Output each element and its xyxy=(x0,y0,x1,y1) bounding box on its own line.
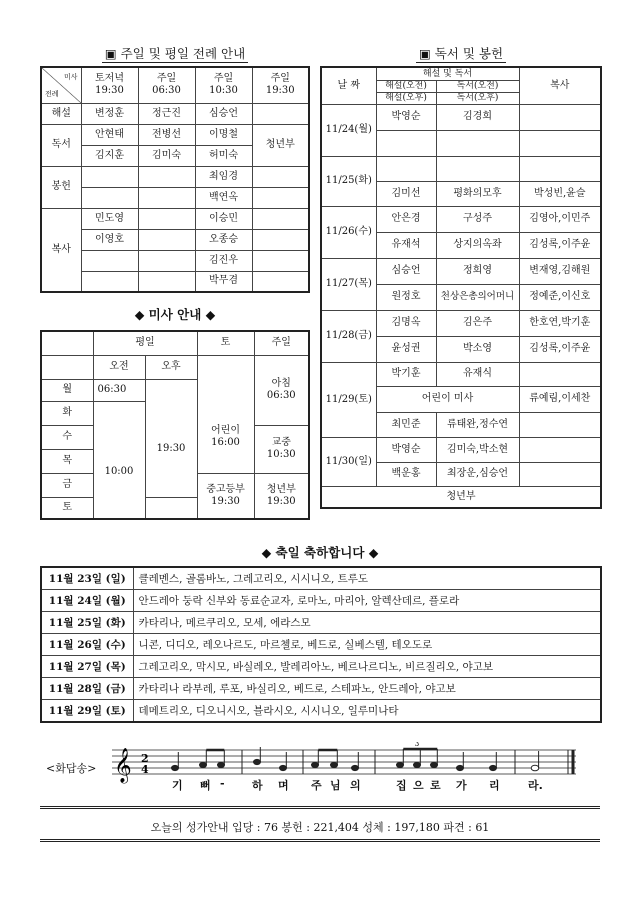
cell xyxy=(376,156,436,181)
cell: 최장운,심승언 xyxy=(436,462,519,486)
row-label: 복사 xyxy=(41,208,81,292)
lyric-syllable: 가 xyxy=(456,779,467,792)
cell: 원정호 xyxy=(376,284,436,310)
kids-mass: 어린이 미사 xyxy=(376,386,519,412)
cell: 평화의모후 xyxy=(436,181,519,206)
cell: 윤성권 xyxy=(376,336,436,362)
header-acolyte: 복사 xyxy=(519,67,601,104)
note xyxy=(280,765,287,770)
cell: 김지훈 xyxy=(81,145,138,166)
cell xyxy=(519,362,601,386)
feast-names: 카타리나, 메르쿠리오, 모세, 에라스모 xyxy=(133,612,601,634)
cell: 구성주 xyxy=(436,206,519,232)
day-label: 금 xyxy=(41,473,93,497)
cell xyxy=(138,166,195,187)
note xyxy=(254,759,261,764)
date-cell: 11/26(수) xyxy=(321,206,376,258)
cell: 변재영,김해원 xyxy=(519,258,601,284)
reading-table xyxy=(320,66,602,509)
date-cell: 11/30(일) xyxy=(321,437,376,486)
cell xyxy=(252,208,309,229)
cell: 김미숙,박소현 xyxy=(436,437,519,462)
row-label: 독서 xyxy=(41,124,81,166)
feast-date: 11월 27일 (목) xyxy=(41,656,133,678)
note xyxy=(414,762,421,767)
feast-names: 데메트리오, 디오니시오, 블라시오, 시시니오, 일루미나타 xyxy=(133,700,601,723)
row-label: 해설 xyxy=(41,103,81,124)
cell: 상지의옥좌 xyxy=(436,232,519,258)
sun-dawn: 아침 06:30 xyxy=(254,355,309,425)
col-header: 주일 06:30 xyxy=(138,67,195,103)
lyric-syllable: 며 xyxy=(278,779,289,792)
feast-names: 안드레아 둥락 신부와 동료순교자, 로마노, 마리아, 알렉산데르, 플로라 xyxy=(133,590,601,612)
cell: 김성록,이주윤 xyxy=(519,232,601,258)
chant-label: <화답송> xyxy=(46,762,97,775)
day-label: 수 xyxy=(41,425,93,449)
liturgy-table xyxy=(40,66,310,293)
treble-clef-icon: 𝄞 xyxy=(114,748,132,783)
cell: 박영순 xyxy=(376,104,436,130)
note xyxy=(172,765,179,770)
cell: 천상은총의어머니 xyxy=(436,284,519,310)
day-label: 토 xyxy=(41,497,93,519)
header-sub: 독서(오전) xyxy=(436,80,519,92)
am-time: 10:00 xyxy=(93,425,145,519)
cell: 박소영 xyxy=(436,336,519,362)
cell: 전병선 xyxy=(138,124,195,145)
mon-am: 06:30 xyxy=(93,379,145,401)
cell: 류예림,이세찬 xyxy=(519,386,601,412)
cell xyxy=(138,250,195,271)
notes xyxy=(172,747,574,774)
triplet-mark: 3 xyxy=(414,742,420,748)
corner-cell: 미사 전례 xyxy=(41,67,81,103)
footer-rule-bottom xyxy=(40,839,600,842)
feast-date: 11월 29일 (토) xyxy=(41,700,133,723)
cell: 한호연,박기훈 xyxy=(519,310,601,336)
half-note xyxy=(531,765,539,771)
header-main: 해설 및 독서 xyxy=(376,67,519,80)
cell xyxy=(519,104,601,130)
date-cell: 11/25(화) xyxy=(321,156,376,206)
note xyxy=(331,762,338,767)
cell xyxy=(138,229,195,250)
cell xyxy=(519,412,601,437)
cell: 백운홍 xyxy=(376,462,436,486)
cell: 김명옥 xyxy=(376,310,436,336)
cell: 유재식 xyxy=(436,362,519,386)
header-sub: 해설(오전) xyxy=(376,80,436,92)
reading-title: ▣ 독서 및 봉헌 xyxy=(320,44,602,62)
note xyxy=(352,765,359,770)
note xyxy=(431,762,438,767)
lyric-syllable: 주 xyxy=(311,779,322,792)
cell: 이승민 xyxy=(195,208,252,229)
cell: 최임경 xyxy=(195,166,252,187)
cell xyxy=(138,271,195,292)
lyric-syllable: - xyxy=(220,777,225,790)
day-label: 목 xyxy=(41,449,93,473)
cell: 정희영 xyxy=(436,258,519,284)
cell xyxy=(145,497,197,519)
cell xyxy=(93,401,145,425)
feast-names: 카타리나 라부레, 루포, 바실리오, 베드로, 스테파노, 안드레아, 야고보 xyxy=(133,678,601,700)
date-cell: 11/28(금) xyxy=(321,310,376,362)
day-label: 월 xyxy=(41,379,93,401)
lyric-syllable: 리 xyxy=(489,779,500,792)
cell: 김성록,이주윤 xyxy=(519,336,601,362)
cell xyxy=(519,130,601,156)
cell: 박무겸 xyxy=(195,271,252,292)
cell: 유재석 xyxy=(376,232,436,258)
header-sub: 독서(오후) xyxy=(436,92,519,104)
note xyxy=(490,765,497,770)
lyric-syllable: 으 xyxy=(413,779,424,792)
cell: 류태완,정수연 xyxy=(436,412,519,437)
note xyxy=(218,762,225,767)
col-header: 주일 10:30 xyxy=(195,67,252,103)
cell: 박영순 xyxy=(376,437,436,462)
cell xyxy=(252,103,309,124)
date-cell: 11/27(목) xyxy=(321,258,376,310)
cell xyxy=(138,208,195,229)
col-header: 토저녁 19:30 xyxy=(81,67,138,103)
cell: 최민준 xyxy=(376,412,436,437)
lyric-syllable: 뻐 xyxy=(200,779,211,792)
sat-teen: 중고등부 19:30 xyxy=(197,473,254,519)
sun-parish: 교중 10:30 xyxy=(254,425,309,473)
cell: 심승언 xyxy=(195,103,252,124)
feast-date: 11월 25일 (화) xyxy=(41,612,133,634)
youth-row: 청년부 xyxy=(321,486,601,508)
cell xyxy=(41,355,93,379)
cell: 김미숙 xyxy=(138,145,195,166)
header-sat: 토 xyxy=(197,331,254,355)
footer-rule-top xyxy=(40,806,600,809)
lyric-syllable: 로 xyxy=(430,779,441,792)
header-weekday: 평일 xyxy=(93,331,197,355)
cell xyxy=(81,166,138,187)
sat-kids: 어린이 16:00 xyxy=(197,401,254,473)
feast-date: 11월 28일 (금) xyxy=(41,678,133,700)
date-cell: 11/24(월) xyxy=(321,104,376,156)
cell xyxy=(252,187,309,208)
mass-table xyxy=(40,330,310,520)
cell xyxy=(81,250,138,271)
cell xyxy=(197,355,254,401)
cell xyxy=(81,271,138,292)
cell xyxy=(145,379,197,401)
cell: 김미선 xyxy=(376,181,436,206)
cell: 박성빈,윤슬 xyxy=(519,181,601,206)
pm-time: 19:30 xyxy=(145,401,197,497)
cell: 청년부 xyxy=(252,124,309,166)
header-date: 날 짜 xyxy=(321,67,376,104)
cell: 민도영 xyxy=(81,208,138,229)
row-label: 봉헌 xyxy=(41,166,81,208)
cell: 오종승 xyxy=(195,229,252,250)
note xyxy=(200,762,207,767)
time-sig-top: 2 xyxy=(141,752,149,765)
mass-title: ◆ 미사 안내 ◆ xyxy=(134,307,216,322)
day-label: 화 xyxy=(41,401,93,425)
note xyxy=(312,762,319,767)
staff-lines xyxy=(112,750,576,774)
header-pm: 오후 xyxy=(145,355,197,379)
cell xyxy=(376,130,436,156)
cell xyxy=(436,156,519,181)
feast-date: 11월 23일 (일) xyxy=(41,567,133,590)
header-sun: 주일 xyxy=(254,331,309,355)
cell: 안은경 xyxy=(376,206,436,232)
cell: 심승언 xyxy=(376,258,436,284)
header-sub: 해설(오후) xyxy=(376,92,436,104)
cell: 이영호 xyxy=(81,229,138,250)
lyric-syllable: 의 xyxy=(350,779,361,792)
feast-names: 니콘, 디디오, 레오나르도, 마르첼로, 베드로, 실베스텔, 테오도로 xyxy=(133,634,601,656)
cell: 정예준,이신호 xyxy=(519,284,601,310)
cell xyxy=(519,156,601,181)
feast-names: 클레멘스, 골롬바노, 그레고리오, 시시니오, 트루도 xyxy=(133,567,601,590)
cell xyxy=(41,331,93,355)
cell: 허미숙 xyxy=(195,145,252,166)
cell: 정근진 xyxy=(138,103,195,124)
cell: 이명철 xyxy=(195,124,252,145)
sun-youth: 청년부 19:30 xyxy=(254,473,309,519)
cell xyxy=(436,130,519,156)
liturgy-title: ▣ 주일 및 평일 전례 안내 xyxy=(40,44,310,62)
lyric-syllable: 님 xyxy=(330,779,341,792)
feast-date: 11월 24일 (월) xyxy=(41,590,133,612)
cell xyxy=(252,271,309,292)
cell xyxy=(252,250,309,271)
header-am: 오전 xyxy=(93,355,145,379)
cell xyxy=(519,462,601,486)
cell xyxy=(519,437,601,462)
cell xyxy=(138,187,195,208)
lyric-syllable: 기 xyxy=(172,779,183,792)
lyric-syllable: 하 xyxy=(252,779,263,792)
cell: 백연옥 xyxy=(195,187,252,208)
lyric-syllable: 집 xyxy=(396,779,407,792)
cell: 안현태 xyxy=(81,124,138,145)
cell: 김경희 xyxy=(436,104,519,130)
time-sig-bottom: 4 xyxy=(141,763,149,776)
cell xyxy=(252,229,309,250)
cell: 김은주 xyxy=(436,310,519,336)
cell: 박기훈 xyxy=(376,362,436,386)
date-cell: 11/29(토) xyxy=(321,362,376,437)
feast-names: 그레고리오, 막시모, 바실레오, 발레리아노, 베르나르디노, 비르질리오, 야고보 xyxy=(133,656,601,678)
cell: 변정훈 xyxy=(81,103,138,124)
feast-table xyxy=(40,566,602,723)
cell: 김진우 xyxy=(195,250,252,271)
cell: 김영아,이민주 xyxy=(519,206,601,232)
note xyxy=(457,765,464,770)
note xyxy=(397,762,404,767)
lyric-syllable: 라. xyxy=(528,779,543,792)
cell xyxy=(81,187,138,208)
col-header: 주일 19:30 xyxy=(252,67,309,103)
feast-title: ◆ 축일 축하합니다 ◆ xyxy=(261,545,379,560)
cell xyxy=(252,166,309,187)
hymn-guide: 오늘의 성가안내 입당 : 76 봉헌 : 221,404 성체 : 197,180 파견 : 61 xyxy=(150,821,490,834)
feast-date: 11월 26일 (수) xyxy=(41,634,133,656)
